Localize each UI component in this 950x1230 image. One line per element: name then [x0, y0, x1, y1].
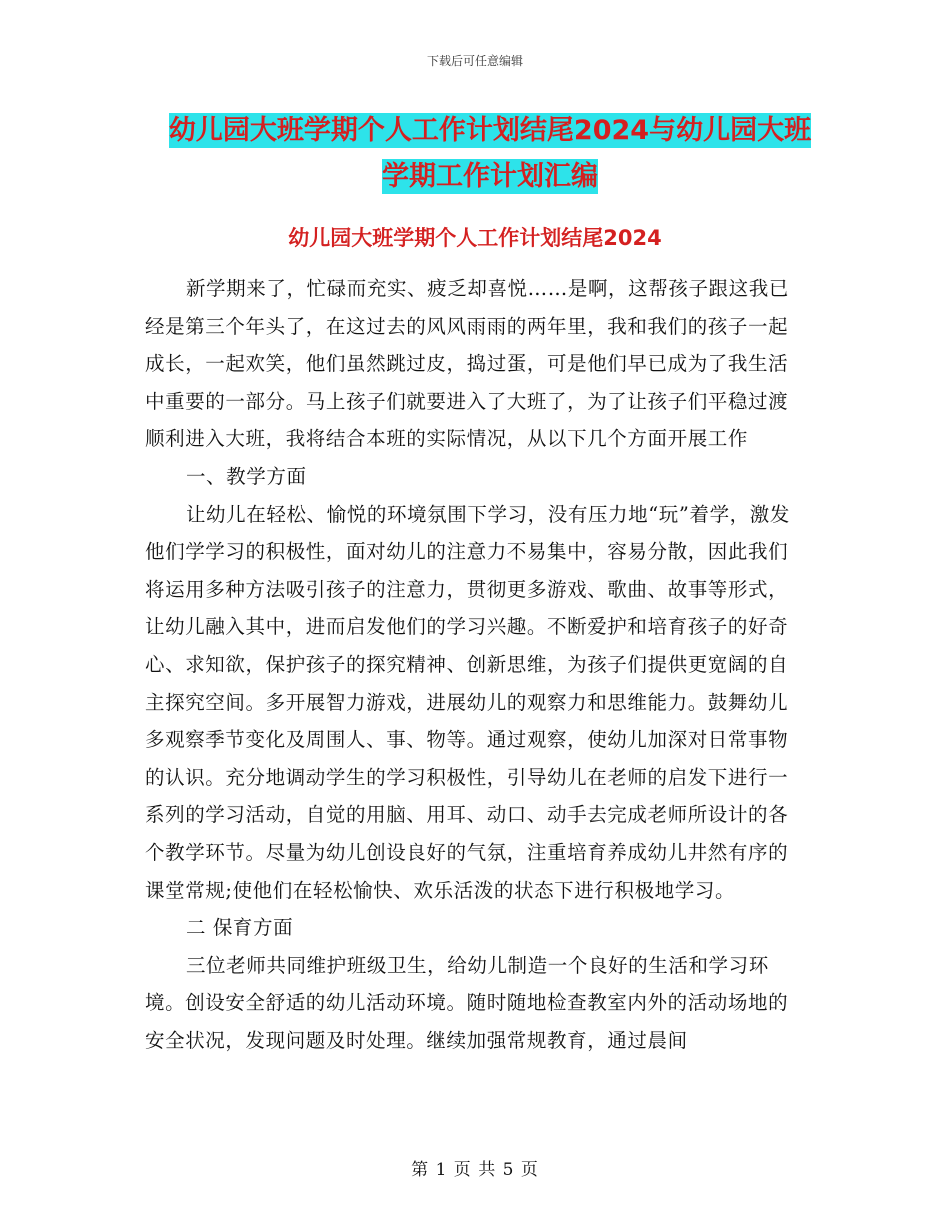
header-note: 下载后可任意编辑 [426, 54, 523, 68]
section-title: 幼儿园大班学期个人工作计划结尾2024 [288, 226, 662, 250]
document-body [145, 270, 805, 1059]
title-line-1: 幼儿园大班学期个人工作计划结尾2024与幼儿园大班 [168, 115, 812, 146]
document-title [145, 108, 835, 200]
heading-teaching: 一、教学方面 [185, 464, 307, 488]
paragraph-teaching: 让幼儿在轻松、愉悦的环境氛围下学习，没有压力地“玩”着学，激发他们学学习的积极性，面对幼儿的注意力不易集中，容易分散，因此我们将运用多种方法吸引孩子的注意力，贯彻更多游戏、歌曲、故事等形式，让幼儿融入其中，进而启发他们的学习兴趣。不断爱护和培育孩子的好奇心、求知欲，保护孩子的探究精神、创新思维，为孩子们提供更宽阔的自主探究空间。多开展智力游戏，进展幼儿的观察力和思维能力。鼓舞幼儿多观察季节变化及周围人、事、物等。通过观察，使幼儿加深对日常事物的认识。充分地调动学生的学习积极性，引导幼儿在老师的启发下进行一系列的学习活动，自觉的用脑、用耳、动口、动手去完成老师所设计的各个教学环节。尽量为幼儿创设良好的气氛，注重培育养成幼儿井然有序的课堂常规;使他们在轻松愉快、欢乐活泼的状态下进行积极地学习。 [145, 502, 790, 902]
heading-care: 二 保育方面 [185, 916, 294, 940]
paragraph-intro: 新学期来了，忙碌而充实、疲乏却喜悦……是啊，这帮孩子跟这我已经是第三个年头了，在这过去的风风雨雨的两年里，我和我们的孩子一起成长，一起欢笑，他们虽然跳过皮，捣过蛋，可是他们早已成为了我生活中重要的一部分。马上孩子们就要进入了大班了，为了让孩子们平稳过渡顺利进入大班，我将结合本班的实际情况，从以下几个方面开展工作 [145, 277, 789, 451]
paragraph-care: 三位老师共同维护班级卫生，给幼儿制造一个良好的生活和学习环境。创设安全舒适的幼儿活动环境。随时随地检查教室内外的活动场地的安全状况，发现问题及时处理。继续加强常规教育，通过晨间 [145, 953, 789, 1052]
title-line-2: 学期工作计划汇编 [382, 161, 598, 192]
page-footer: 第 1 页 共 5 页 [411, 1160, 539, 1180]
